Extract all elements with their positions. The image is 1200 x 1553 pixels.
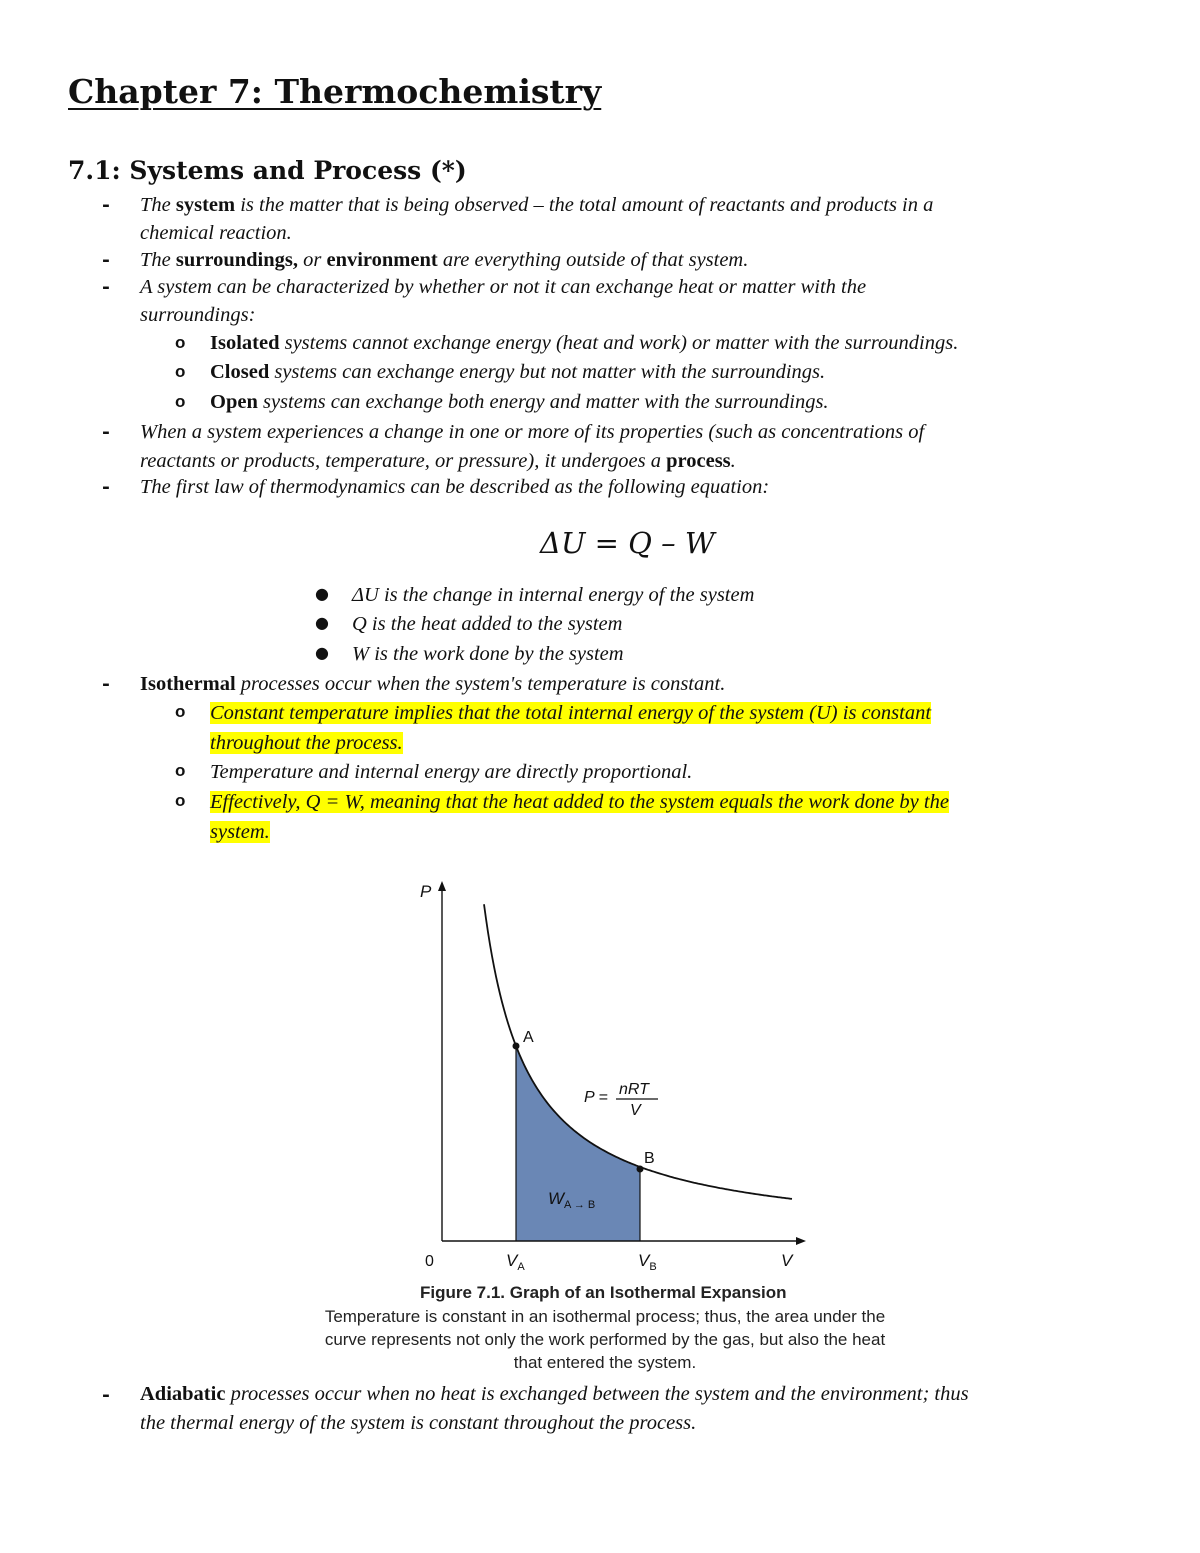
point-b-label: B bbox=[644, 1150, 655, 1167]
point-a-label: A bbox=[523, 1029, 534, 1046]
figure-caption-line1: Temperature is constant in an isothermal process; thus, the area under the bbox=[324, 1307, 886, 1326]
axis-p-label: P bbox=[420, 882, 432, 901]
p-axis-arrow bbox=[438, 881, 446, 891]
isothermal-sub1-line2: throughout the process. bbox=[210, 732, 403, 754]
characterize-line1: A system can be characterized by whether or not it can exchange heat or matter with the bbox=[140, 276, 867, 298]
equation-term-du: ΔU is the change in internal energy of the system bbox=[352, 584, 755, 606]
point-b-marker bbox=[637, 1166, 644, 1173]
isothermal-sub3-line1: Effectively, Q = W, meaning that the heat added to the system equals the work done by the bbox=[210, 791, 949, 813]
vb-label: $V_B$ bbox=[638, 1251, 657, 1273]
isolated-system-item: Isolated systems cannot exchange energy (heat and work) or matter with the surroundings. bbox=[210, 332, 959, 354]
circle-bullet: o bbox=[175, 333, 186, 352]
origin-label: 0 bbox=[425, 1253, 434, 1270]
dash-bullet: - bbox=[102, 249, 110, 271]
dot-bullet: ● bbox=[315, 584, 329, 603]
work-subscript: A → B bbox=[564, 1199, 596, 1211]
open-system-item: Open systems can exchange both energy and matter with the surroundings. bbox=[210, 391, 829, 413]
first-law-equation: ΔU = Q – W bbox=[540, 526, 715, 560]
characterize-line2: surroundings: bbox=[140, 304, 256, 326]
va-label: $V_A$ bbox=[506, 1251, 525, 1273]
first-law-intro: The first law of thermodynamics can be described as the following equation: bbox=[140, 476, 770, 498]
system-definition-line2: chemical reaction. bbox=[140, 222, 292, 244]
work-label: $W_{A \to B}$ bbox=[548, 1189, 596, 1211]
adiabatic-line1: Adiabatic processes occur when no heat is exchanged between the system and the environment; thus bbox=[140, 1383, 969, 1405]
section-heading: 7.1: Systems and Process (*) bbox=[68, 156, 467, 185]
isothermal-sub3-line2: system. bbox=[210, 821, 270, 843]
work-area-fill bbox=[516, 1046, 640, 1241]
process-line1: When a system experiences a change in one or more of its properties (such as concentrations of bbox=[140, 421, 925, 443]
chapter-title: Chapter 7: Thermochemistry bbox=[68, 72, 602, 111]
isothermal-sub1-line1: Constant temperature implies that the total internal energy of the system (U) is constant bbox=[210, 702, 932, 724]
formula-denominator: V bbox=[630, 1102, 641, 1119]
system-definition-line1: The system is the matter that is being observed – the total amount of reactants and products in a bbox=[140, 194, 934, 216]
point-a-marker bbox=[513, 1043, 520, 1050]
dot-bullet: ● bbox=[315, 643, 329, 662]
formula-lhs: P = bbox=[584, 1089, 608, 1106]
circle-bullet: o bbox=[175, 702, 186, 721]
dash-bullet: - bbox=[102, 476, 110, 498]
circle-bullet: o bbox=[175, 761, 186, 780]
figure-caption-title: Figure 7.1. Graph of an Isothermal Expansion bbox=[420, 1283, 787, 1302]
circle-bullet: o bbox=[175, 362, 186, 381]
surroundings-definition: The surroundings, or environment are everything outside of that system. bbox=[140, 249, 749, 271]
v-axis-arrow bbox=[796, 1237, 806, 1245]
figure-caption-line3: that entered the system. bbox=[513, 1353, 697, 1372]
adiabatic-line2: the thermal energy of the system is constant throughout the process. bbox=[140, 1412, 697, 1434]
process-line2: reactants or products, temperature, or pressure), it undergoes a process. bbox=[140, 450, 736, 472]
dash-bullet: - bbox=[102, 673, 110, 695]
dash-bullet: - bbox=[102, 421, 110, 443]
equation-term-q: Q is the heat added to the system bbox=[352, 613, 623, 635]
isothermal-expansion-graph bbox=[400, 875, 820, 1285]
axis-v-label: V bbox=[781, 1251, 793, 1270]
dash-bullet: - bbox=[102, 1384, 110, 1406]
isothermal-definition: Isothermal processes occur when the system's temperature is constant. bbox=[140, 673, 726, 695]
circle-bullet: o bbox=[175, 392, 186, 411]
figure-caption-line2: curve represents not only the work performed by the gas, but also the heat bbox=[324, 1330, 886, 1349]
circle-bullet: o bbox=[175, 791, 186, 810]
dash-bullet: - bbox=[102, 276, 110, 298]
equation-term-w: W is the work done by the system bbox=[352, 643, 624, 665]
dash-bullet: - bbox=[102, 194, 110, 216]
closed-system-item: Closed systems can exchange energy but not matter with the surroundings. bbox=[210, 361, 826, 383]
isothermal-sub2: Temperature and internal energy are directly proportional. bbox=[210, 761, 693, 783]
formula-numerator: nRT bbox=[619, 1081, 649, 1098]
dot-bullet: ● bbox=[315, 613, 329, 632]
